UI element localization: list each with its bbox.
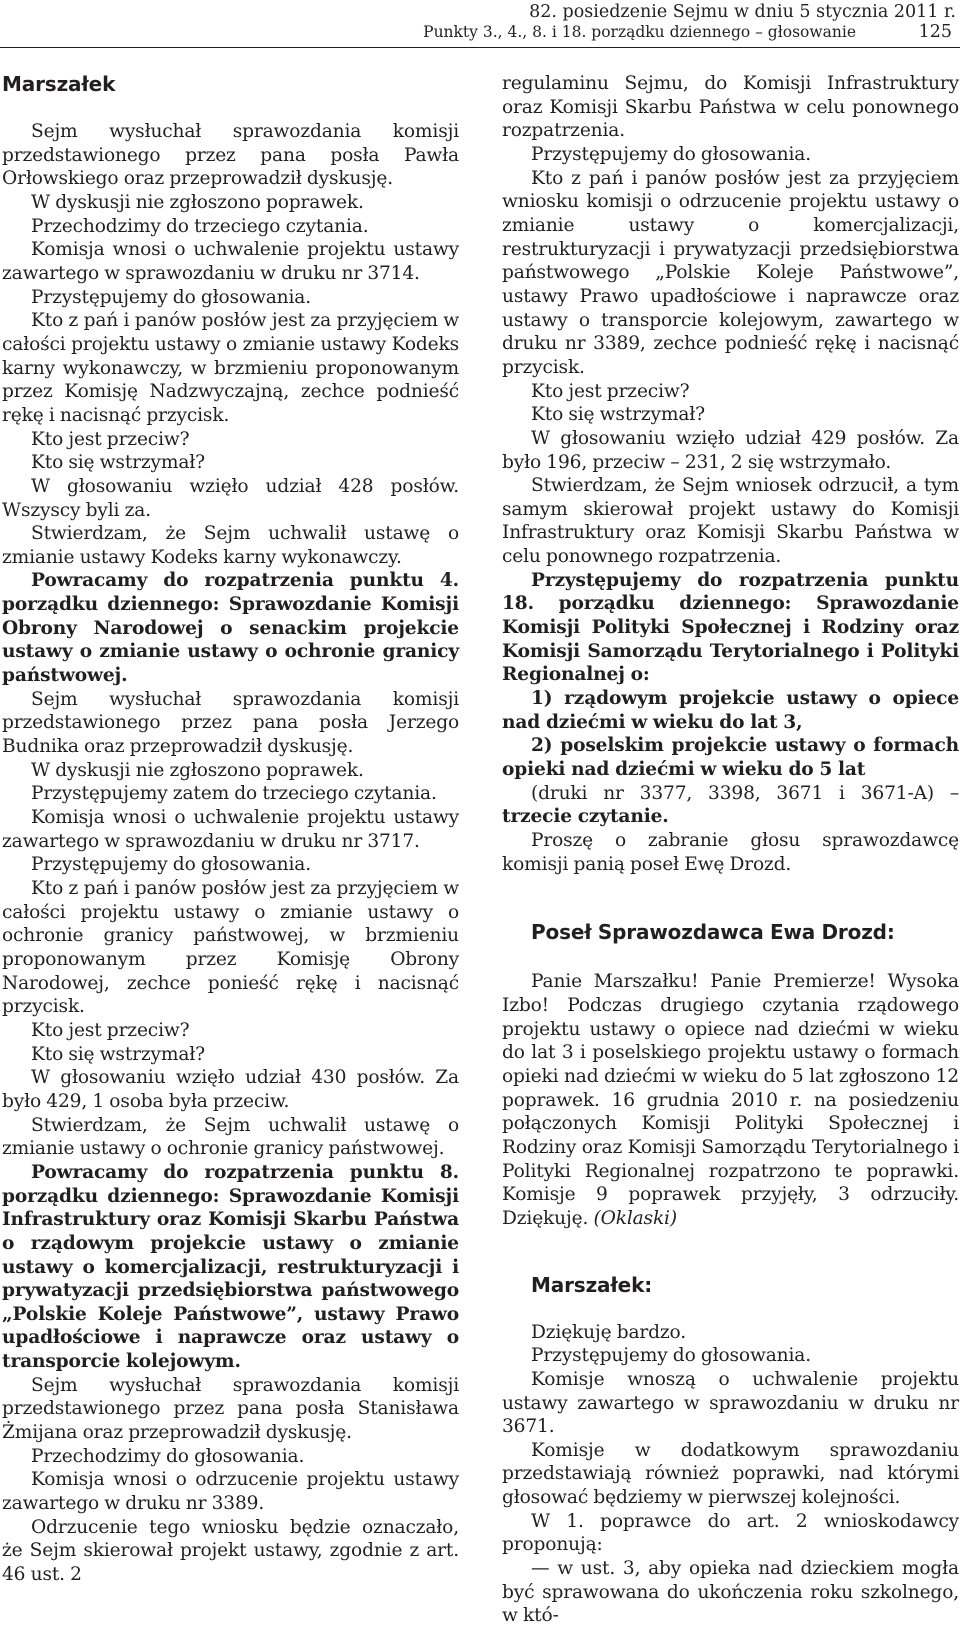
paragraph: Sejm wysłuchał sprawozdania komisji przedstawionego przez pana posła Jerzego Budnika oraz przeprowadził dyskusję. — [2, 688, 459, 758]
agenda-subitem: 1) rządowym projekcie ustawy o opiece nad dziećmi w wieku do lat 3, — [502, 688, 959, 733]
paragraph: Proszę o zabranie głosu sprawozdawcę komisji panią poseł Ewę Drozd. — [502, 830, 959, 875]
paragraph: Komisja wnosi o odrzucenie projektu ustawy zawartego w druku nr 3389. — [2, 1469, 459, 1515]
paragraph: W 1. poprawce do art. 2 wnioskodawcy proponują: — [502, 1510, 959, 1556]
left-column — [2, 72, 459, 1587]
agenda-item-heading: Powracamy do rozpatrzenia punktu 8. porządku dziennego: Sprawozdanie Komisji Infrastruktury oraz Komisji Skarbu Państwa o rządowym projekcie ustawy o zmianie ustawy o komercjalizacji, restrukturyzacji i prywatyzacji przedsiębiorstwa państwowego „Polskie Koleje Państwowe”, ustawy Prawo upadłościowe i naprawcze oraz ustawy o transporcie kolejowym. — [2, 1161, 459, 1373]
paragraph: Stwierdzam, że Sejm wniosek odrzucił, a tym samym skierował projekt ustawy do Komisji Infrastruktury oraz Komisji Skarbu Państwa w celu ponownego rozpatrzenia. — [502, 475, 959, 568]
speech-text: Panie Marszałku! Panie Premierze! Wysoka Izbo! Podczas drugiego czytania rządowego projektu ustawy o opiece nad dziećmi w wieku do lat 3 i poselskiego projektu ustawy o formach opieki nad dziećmi w wieku do 5 lat zgłoszono 12 poprawek. 16 grudnia 2010 r. na posiedzeniu połączonych Komisji Polityki Społecznej i Rodziny oraz Komisji Samorządu Terytorialnego i Polityki Regionalnej rozpatrzono te poprawki. Komisje 9 poprawek przyjęły, 3 odrzuciły. Dziękuję. — [502, 971, 959, 1229]
running-header-row — [0, 22, 956, 44]
paragraph: Komisja wnosi o uchwalenie projektu ustawy zawartego w sprawozdaniu w druku nr 3714. — [2, 239, 459, 284]
paragraph: Kto się wstrzymał? — [31, 452, 206, 474]
paragraph: Kto z pań i panów posłów jest za przyjęciem wniosku komisji o odrzucenie projektu ustawy o zmianie ustawy o komercjalizacji, restrukturyzacji i prywatyzacji przedsiębiorstwa państwowego „Polskie Koleje Państwowe”, ustawy Prawo upadłościowe i naprawcze oraz ustawy o transporcie kolejowym, zawartego w druku nr 3389, zechce podnieść rękę i nacisnąć przycisk. — [502, 167, 959, 378]
paragraph: Przystępujemy do głosowania. — [31, 854, 311, 876]
paragraph: Kto z pań i panów posłów jest za przyjęciem w całości projektu ustawy o zmianie ustawy o ochronie granicy państwowej, w brzmieniu proponowanym przez Komisję Obrony Narodowej, zechce ponieść rękę i nacisnąć przycisk. — [2, 878, 459, 1018]
agenda-item-heading: Powracamy do rozpatrzenia punktu 4. porządku dziennego: Sprawozdanie Komisji Obrony Narodowej o senackim projekcie ustawy o zmianie ustawy o ochronie granicy państwowej. — [2, 570, 459, 687]
running-header-subtitle: Punkty 3., 4., 8. i 18. porządku dziennego – głosowanie — [423, 23, 856, 41]
paragraph: Przystępujemy zatem do trzeciego czytania. — [31, 783, 437, 805]
paragraph: Kto jest przeciw? — [31, 1019, 190, 1041]
paragraph: W dyskusji nie zgłoszono poprawek. — [31, 191, 364, 213]
third-reading-label: trzecie czytanie. — [502, 806, 669, 828]
paragraph: Dziękuję bardzo. — [531, 1321, 687, 1343]
paragraph: Przechodzimy do trzeciego czytania. — [31, 215, 369, 237]
paragraph: Komisje w dodatkowym sprawozdaniu przedstawiają również poprawki, nad którymi głosować będziemy w pierwszej kolejności. — [502, 1439, 959, 1509]
paragraph: Przystępujemy do głosowania. — [31, 286, 311, 308]
paragraph: W głosowaniu wzięło udział 430 posłów. Za było 429, 1 osoba była przeciw. — [2, 1067, 459, 1112]
paragraph: Odrzucenie tego wniosku będzie oznaczało, że Sejm skierował projekt ustawy, zgodnie z art. 46 ust. 2 — [2, 1516, 459, 1586]
agenda-item-heading: Przystępujemy do rozpatrzenia punktu 18. porządku dziennego: Sprawozdanie Komisji Polityki Społecznej i Rodziny oraz Komisji Samorządu Terytorialnego i Polityki Regionalnej o: — [502, 569, 959, 686]
paragraph: Przystępujemy do głosowania. — [531, 1345, 811, 1367]
paragraph: Kto jest przeciw? — [31, 428, 190, 450]
paragraph: Komisja wnosi o uchwalenie projektu ustawy zawartego w sprawozdaniu w druku nr 3717. — [2, 807, 459, 852]
speaker-label: Marszałek — [2, 72, 116, 96]
header-rule — [0, 47, 960, 48]
agenda-subitem: 2) poselskim projekcie ustawy o formach opieki nad dziećmi w wieku do 5 lat — [502, 735, 959, 781]
paragraph: W dyskusji nie zgłoszono poprawek. — [31, 759, 364, 781]
paragraph: W głosowaniu wzięło udział 429 posłów. Za było 196, przeciw – 231, 2 się wstrzymało. — [502, 427, 959, 473]
speaker-label: Poseł Sprawozdawca Ewa Drozd: — [531, 920, 895, 945]
paragraph — [502, 970, 959, 1230]
paragraph: Przechodzimy do głosowania. — [31, 1445, 305, 1467]
paragraph: — w ust. 3, aby opieka nad dzieckiem mogła być sprawowana do ukończenia roku szkolnego, w któ- — [502, 1558, 959, 1627]
paragraph: Kto się wstrzymał? — [531, 404, 706, 426]
paragraph: Sejm wysłuchał sprawozdania komisji przedstawionego przez pana posła Stanisława Żmijana oraz przeprowadził dyskusję. — [2, 1374, 459, 1444]
paragraph: Sejm wysłuchał sprawozdania komisji przedstawionego przez pana posła Pawła Orłowskiego oraz przeprowadził dyskusję. — [2, 121, 459, 190]
applause-note: (Oklaski) — [593, 1207, 677, 1229]
paragraph: Stwierdzam, że Sejm uchwalił ustawę o zmianie ustawy Kodeks karny wykonawczy. — [2, 523, 459, 568]
prints-reference — [502, 782, 959, 829]
paragraph: Kto się wstrzymał? — [31, 1043, 206, 1065]
right-column — [502, 72, 959, 1628]
speaker-label: Marszałek: — [531, 1272, 653, 1297]
paragraph: Przystępujemy do głosowania. — [531, 143, 811, 165]
page-number: 125 — [918, 22, 952, 42]
running-header-title: 82. posiedzenie Sejmu w dniu 5 stycznia 2011 r. — [529, 2, 956, 22]
paragraph: Kto z pań i panów posłów jest za przyjęciem w całości projektu ustawy o zmianie ustawy Kodeks karny wykonawczy, w brzmieniu proponowanym przez Komisję Nadzwyczajną, zechce podnieść rękę i nacisnąć przycisk. — [2, 310, 459, 426]
paragraph: Kto jest przeciw? — [531, 380, 690, 402]
paragraph: regulaminu Sejmu, do Komisji Infrastruktury oraz Komisji Skarbu Państwa w celu ponownego rozpatrzenia. — [502, 73, 959, 142]
prints-reference-text: (druki nr 3377, 3398, 3671 i 3671-A) – — [531, 782, 959, 804]
paragraph: Stwierdzam, że Sejm uchwalił ustawę o zmianie ustawy o ochronie granicy państwowej. — [2, 1114, 459, 1160]
paragraph: W głosowaniu wzięło udział 428 posłów. Wszyscy byli za. — [2, 475, 459, 521]
paragraph: Komisje wnoszą o uchwalenie projektu ustawy zawartego w sprawozdaniu w druku nr 3671. — [502, 1368, 959, 1438]
